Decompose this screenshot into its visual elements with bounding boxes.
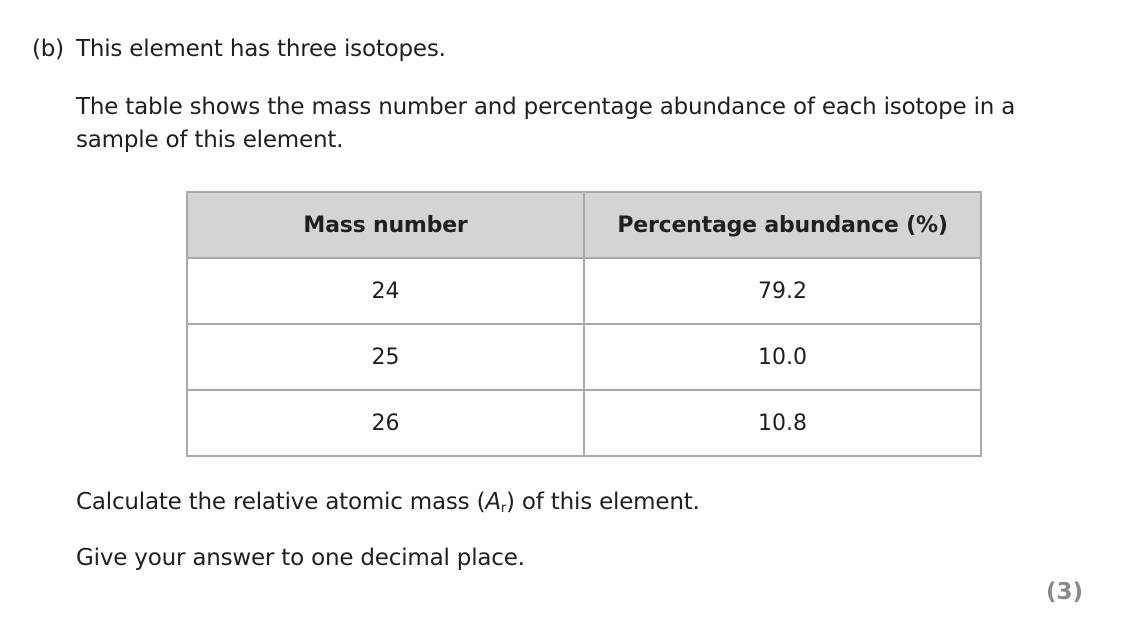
table-row (187, 324, 981, 390)
abundance-cell: 10.8 (584, 390, 981, 456)
calc-prefix: Calculate the relative atomic mass ( (76, 489, 486, 515)
calculate-instruction (76, 489, 700, 516)
mass-number-cell: 24 (187, 258, 584, 324)
header-mass-number: Mass number (187, 192, 584, 258)
table-header-row (187, 192, 981, 258)
header-percentage-abundance: Percentage abundance (%) (584, 192, 981, 258)
table-row (187, 258, 981, 324)
isotope-table (186, 191, 982, 457)
calc-suffix: ) of this element. (506, 489, 700, 515)
marks-indicator: (3) (1046, 579, 1084, 605)
ar-subscript: r (500, 501, 507, 516)
question-intro: The table shows the mass number and percentage abundance of each isotope in a sample of this element. (76, 94, 1016, 153)
precision-instruction: Give your answer to one decimal place. (76, 545, 525, 571)
abundance-cell: 10.0 (584, 324, 981, 390)
table-row (187, 390, 981, 456)
ar-symbol: A (485, 489, 501, 515)
mass-number-cell: 26 (187, 390, 584, 456)
mass-number-cell: 25 (187, 324, 584, 390)
question-label: (b) (32, 36, 64, 62)
abundance-cell: 79.2 (584, 258, 981, 324)
question-text: This element has three isotopes. (76, 36, 446, 62)
